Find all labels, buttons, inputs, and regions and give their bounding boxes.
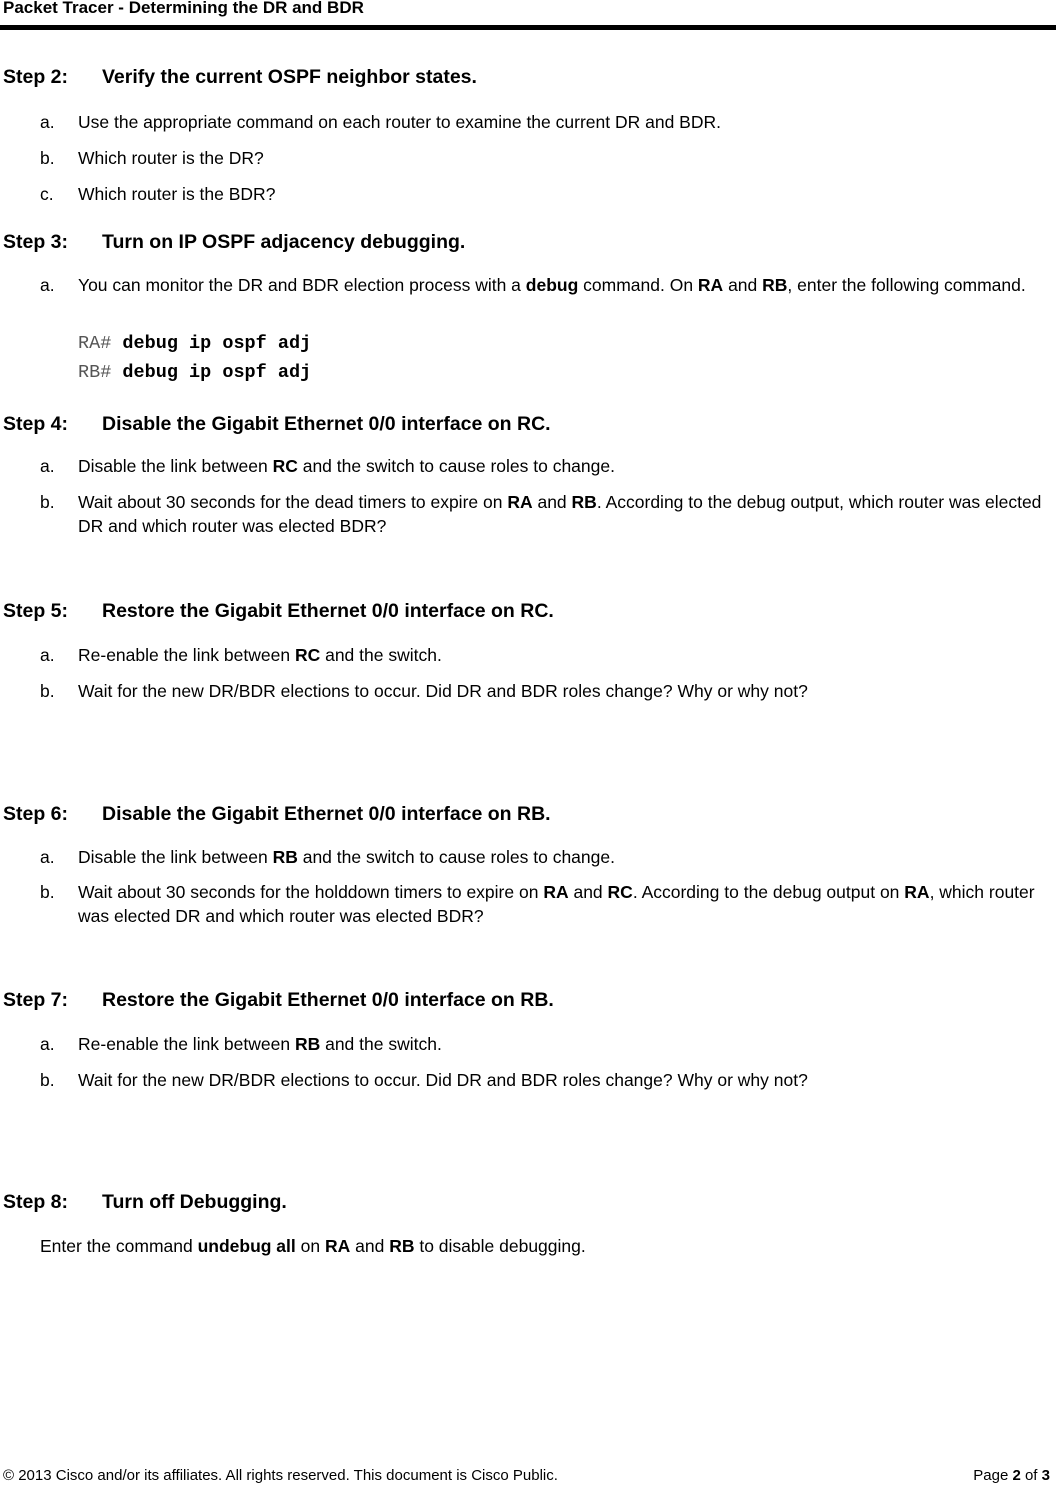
step-title: Turn off Debugging. <box>102 1191 287 1213</box>
item-text: Re-enable the link between RC and the switch. <box>78 645 442 665</box>
step-number: Step 5: <box>3 600 69 622</box>
item-text: Which router is the DR? <box>78 148 264 168</box>
step-6-heading <box>3 803 551 826</box>
step-3-heading <box>3 231 465 254</box>
item-letter: a. <box>40 456 55 476</box>
item-letter: c. <box>40 184 54 204</box>
item-letter: b. <box>40 148 55 168</box>
step-8-heading <box>3 1191 287 1214</box>
step-5-heading <box>3 600 554 623</box>
item-text: Disable the link between RB and the switch to cause roles to change. <box>78 847 615 867</box>
step-number: Step 7: <box>3 989 69 1011</box>
item-letter: a. <box>40 645 55 665</box>
item-text: Wait for the new DR/BDR elections to occur. Did DR and BDR roles change? Why or why not? <box>78 1070 808 1090</box>
step-title: Disable the Gigabit Ethernet 0/0 interface on RB. <box>102 803 551 825</box>
item-letter: b. <box>40 882 55 902</box>
item-text: Which router is the BDR? <box>78 184 276 204</box>
item-text: Disable the link between RC and the switch to cause roles to change. <box>78 456 615 476</box>
list-item <box>40 880 1054 928</box>
list-item <box>40 643 1054 667</box>
list-item <box>40 490 1054 538</box>
step-number: Step 8: <box>3 1191 69 1213</box>
list-item <box>40 454 1054 478</box>
item-text: Wait about 30 seconds for the holddown timers to expire on RA and RC. According to the debug output on RA, which router was elected DR and which router was elected BDR? <box>78 882 1035 926</box>
list-item <box>40 110 1054 134</box>
header-rule <box>0 25 1056 30</box>
footer-copyright: © 2013 Cisco and/or its affiliates. All rights reserved. This document is Cisco Public. <box>3 1467 558 1484</box>
page-header-title: Packet Tracer - Determining the DR and BDR <box>3 0 364 17</box>
step-title: Disable the Gigabit Ethernet 0/0 interface on RC. <box>102 413 551 435</box>
item-letter: b. <box>40 492 55 512</box>
item-text: Wait about 30 seconds for the dead timers to expire on RA and RB. According to the debug output, which router was elected DR and which router was elected BDR? <box>78 492 1042 536</box>
step-number: Step 2: <box>3 66 69 88</box>
code-line: RB# debug ip ospf adj <box>78 362 312 383</box>
code-line: RA# debug ip ospf adj <box>78 333 312 354</box>
item-letter: b. <box>40 1070 55 1090</box>
list-item <box>40 182 1054 206</box>
item-text: Re-enable the link between RB and the switch. <box>78 1034 442 1054</box>
step-number: Step 4: <box>3 413 69 435</box>
item-letter: a. <box>40 275 55 295</box>
item-letter: b. <box>40 681 55 701</box>
list-item <box>40 1068 1054 1092</box>
footer-page-number: Page 2 of 3 <box>973 1467 1050 1484</box>
list-item <box>40 146 1054 170</box>
list-item <box>40 679 1054 703</box>
item-text: Use the appropriate command on each router to examine the current DR and BDR. <box>78 112 721 132</box>
step-8-text: Enter the command undebug all on RA and RB to disable debugging. <box>40 1236 586 1256</box>
item-letter: a. <box>40 1034 55 1054</box>
item-letter: a. <box>40 112 55 132</box>
item-letter: a. <box>40 847 55 867</box>
step-number: Step 3: <box>3 231 69 253</box>
step-title: Restore the Gigabit Ethernet 0/0 interface on RC. <box>102 600 554 622</box>
step-title: Restore the Gigabit Ethernet 0/0 interface on RB. <box>102 989 554 1011</box>
list-item <box>40 845 1054 869</box>
step-7-heading <box>3 989 554 1012</box>
list-item <box>40 1032 1054 1056</box>
step-title: Turn on IP OSPF adjacency debugging. <box>102 231 466 253</box>
step-2-heading <box>3 66 477 89</box>
item-text: You can monitor the DR and BDR election process with a debug command. On RA and RB, enter the following command. <box>78 275 1026 295</box>
list-item <box>40 273 1054 297</box>
step-number: Step 6: <box>3 803 69 825</box>
step-4-heading <box>3 413 551 436</box>
step-title: Verify the current OSPF neighbor states. <box>102 66 477 88</box>
item-text: Wait for the new DR/BDR elections to occur. Did DR and BDR roles change? Why or why not? <box>78 681 808 701</box>
